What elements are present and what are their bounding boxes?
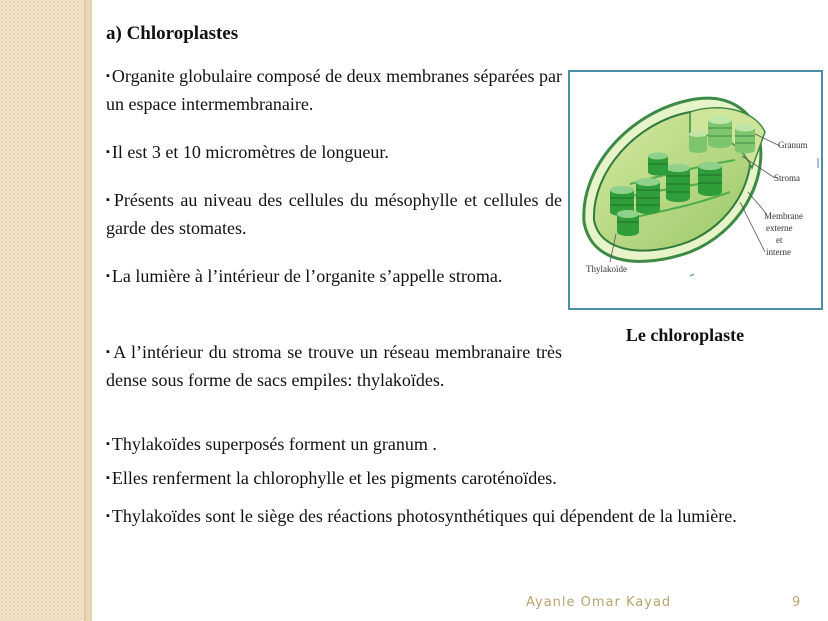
bullet-paragraph-3 [106, 188, 562, 241]
label-membrane: Membrane [764, 211, 803, 221]
bullet-text: Elles renferment la chlorophylle et les pigments caroténoïdes. [111, 468, 557, 488]
decorative-side-band [0, 0, 84, 621]
label-et: et [776, 235, 783, 245]
bullet-paragraph-1 [106, 64, 562, 117]
figure-caption: Le chloroplaste [625, 325, 745, 345]
label-granum: Granum [778, 140, 808, 150]
bullet-paragraph-5 [106, 340, 562, 393]
bullet-text: Thylakoïdes superposés forment un granum . [111, 434, 437, 454]
footer-author: Ayanle Omar Kayad [526, 595, 672, 610]
bullet-paragraph-6 [106, 432, 803, 460]
bullet-icon: ▪ [106, 472, 110, 484]
bullet-icon: ▪ [106, 438, 110, 450]
bullet-paragraph-8 [106, 498, 803, 538]
bullet-icon: ▪ [106, 194, 112, 206]
bullet-icon: ▪ [106, 510, 110, 522]
bullet-text: Thylakoïdes sont le siège des réactions photosynthétiques qui dépendent de la lumière. [111, 506, 737, 526]
bullet-icon: ▪ [106, 270, 110, 282]
bullet-text: A l’intérieur du stroma se trouve un réseau membranaire très dense sous forme de sacs empiles: thylakoïdes. [106, 342, 563, 390]
decorative-side-divider [84, 0, 92, 621]
label-thylakoide: Thylakoïde [586, 264, 627, 274]
bullet-paragraph-2 [106, 140, 562, 168]
bullet-text: Il est 3 et 10 micromètres de longueur. [111, 142, 389, 162]
label-externe: externe [766, 223, 793, 233]
bullet-text: Présents au niveau des cellules du mésophylle et cellules de garde des stomates. [106, 190, 562, 238]
label-stroma: Stroma [774, 173, 800, 183]
section-heading: a) Chloroplastes [106, 23, 239, 44]
chloroplast-figure [568, 70, 823, 310]
bullet-icon: ▪ [106, 346, 112, 358]
page-number: 9 [792, 595, 801, 610]
bullet-icon: ▪ [106, 146, 110, 158]
bullet-icon: ▪ [106, 70, 110, 82]
bullet-text: Organite globulaire composé de deux membranes séparées par un espace intermembranaire. [106, 66, 563, 114]
bullet-text: La lumière à l’intérieur de l’organite s’appelle stroma. [111, 266, 503, 286]
label-interne: interne [766, 247, 791, 257]
bullet-paragraph-4 [106, 264, 562, 292]
bullet-paragraph-7 [106, 466, 803, 494]
